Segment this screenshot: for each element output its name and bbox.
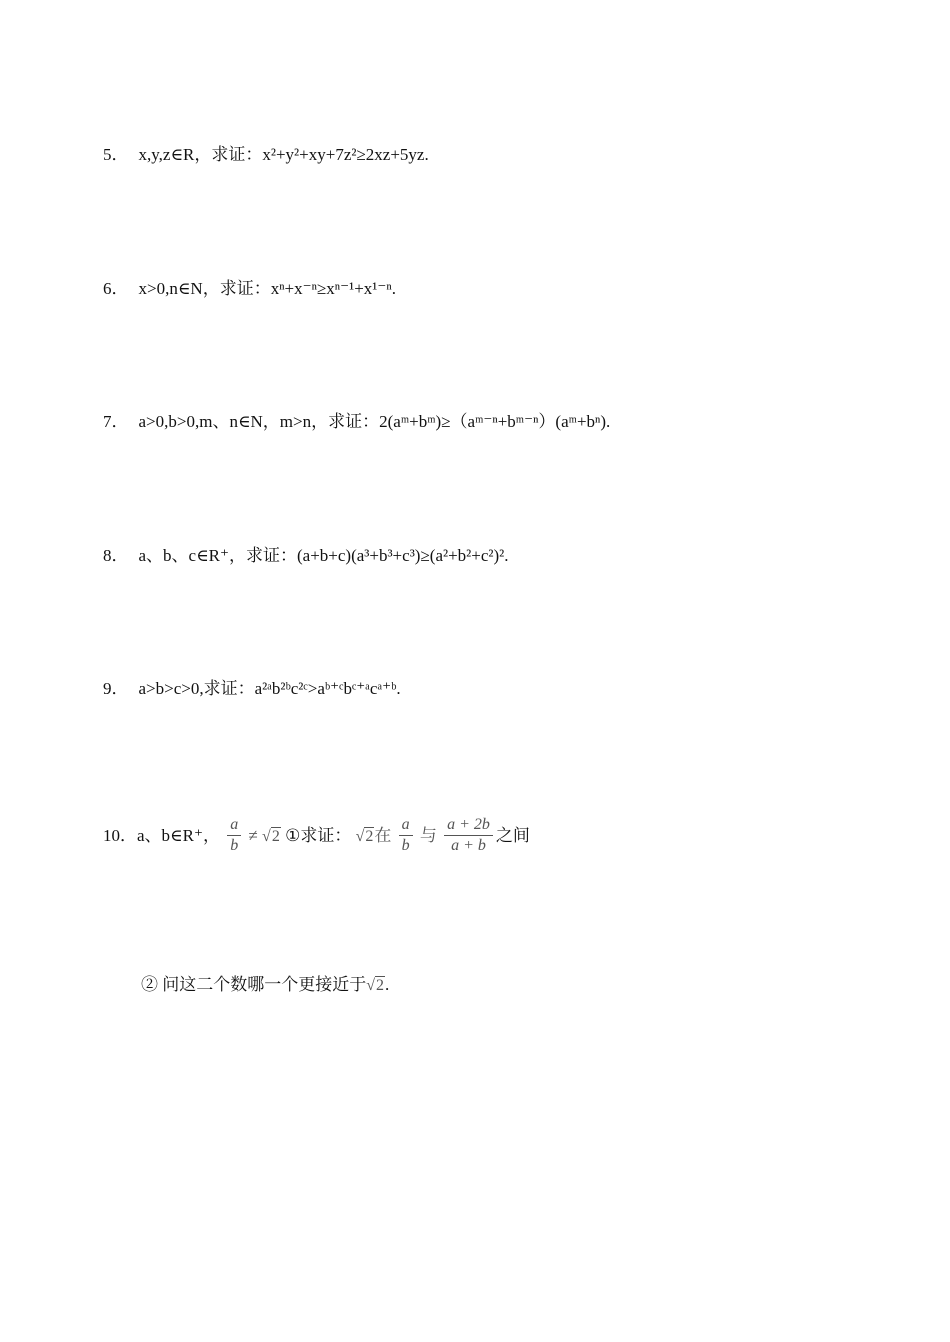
problem-number: 10． [103, 826, 137, 845]
fraction-numerator: a [399, 815, 413, 836]
period: . [385, 975, 390, 994]
problem-number: 9． [103, 679, 129, 698]
problem-6 [103, 277, 396, 301]
radical-sign: √ [355, 828, 365, 845]
problem-10 [103, 812, 530, 861]
problem-text: x,y,z∈R，求证：x²+y²+xy+7z²≥2xz+5yz. [138, 145, 429, 164]
problem-text: x>0,n∈N，求证：xⁿ+x⁻ⁿ≥xⁿ⁻¹+x¹⁻ⁿ. [138, 279, 396, 298]
radicand: 2 [271, 828, 280, 845]
word-zai: 在 [374, 826, 392, 845]
fraction-numerator: a + 2b [444, 815, 493, 836]
problem-lead: a、b∈R⁺， [137, 826, 220, 845]
radicand: 2 [365, 828, 374, 845]
fraction-denominator: b [230, 836, 239, 854]
fraction-numerator: a [227, 815, 241, 836]
problem-10-part-2 [141, 973, 389, 998]
condition-fraction [227, 815, 241, 856]
sqrt-two [262, 827, 281, 845]
problem-text: a>b>c>0,求证：a²ᵃb²ᵇc²ᶜ>aᵇ⁺ᶜbᶜ⁺ᵃcᵃ⁺ᵇ. [138, 679, 401, 698]
fraction-denominator: a + b [451, 836, 486, 854]
sqrt-two-third [366, 976, 385, 994]
part-two-text: ② 问这二个数哪一个更接近于 [141, 975, 367, 994]
fraction-a-over-b [399, 815, 413, 856]
problem-text: a>0,b>0,m、n∈N，m>n，求证：2(aᵐ+bᵐ)≥（aᵐ⁻ⁿ+bᵐ⁻ⁿ）(aᵐ+bⁿ). [138, 412, 611, 431]
problem-number: 5． [103, 145, 129, 164]
part-one-label: ①求证： [285, 826, 352, 845]
sqrt-two-second [356, 827, 375, 845]
fraction-a2b-over-ab [444, 815, 493, 856]
fraction-denominator: b [401, 836, 410, 854]
radicand: 2 [376, 977, 385, 994]
radical-sign: √ [366, 977, 376, 994]
problem-8 [103, 544, 509, 568]
problem-5 [103, 143, 429, 167]
problem-7 [103, 410, 610, 434]
word-between: 之间 [495, 826, 530, 845]
not-equal-sign: ≠ [248, 826, 258, 845]
problem-number: 8． [103, 546, 129, 565]
problem-9 [103, 677, 401, 701]
radical-sign: √ [262, 828, 271, 845]
problem-number: 7． [103, 412, 129, 431]
problem-number: 6． [103, 279, 129, 298]
word-yu: 与 [419, 826, 437, 845]
problem-text: a、b、c∈R⁺，求证：(a+b+c)(a³+b³+c³)≥(a²+b²+c²)². [138, 546, 509, 565]
